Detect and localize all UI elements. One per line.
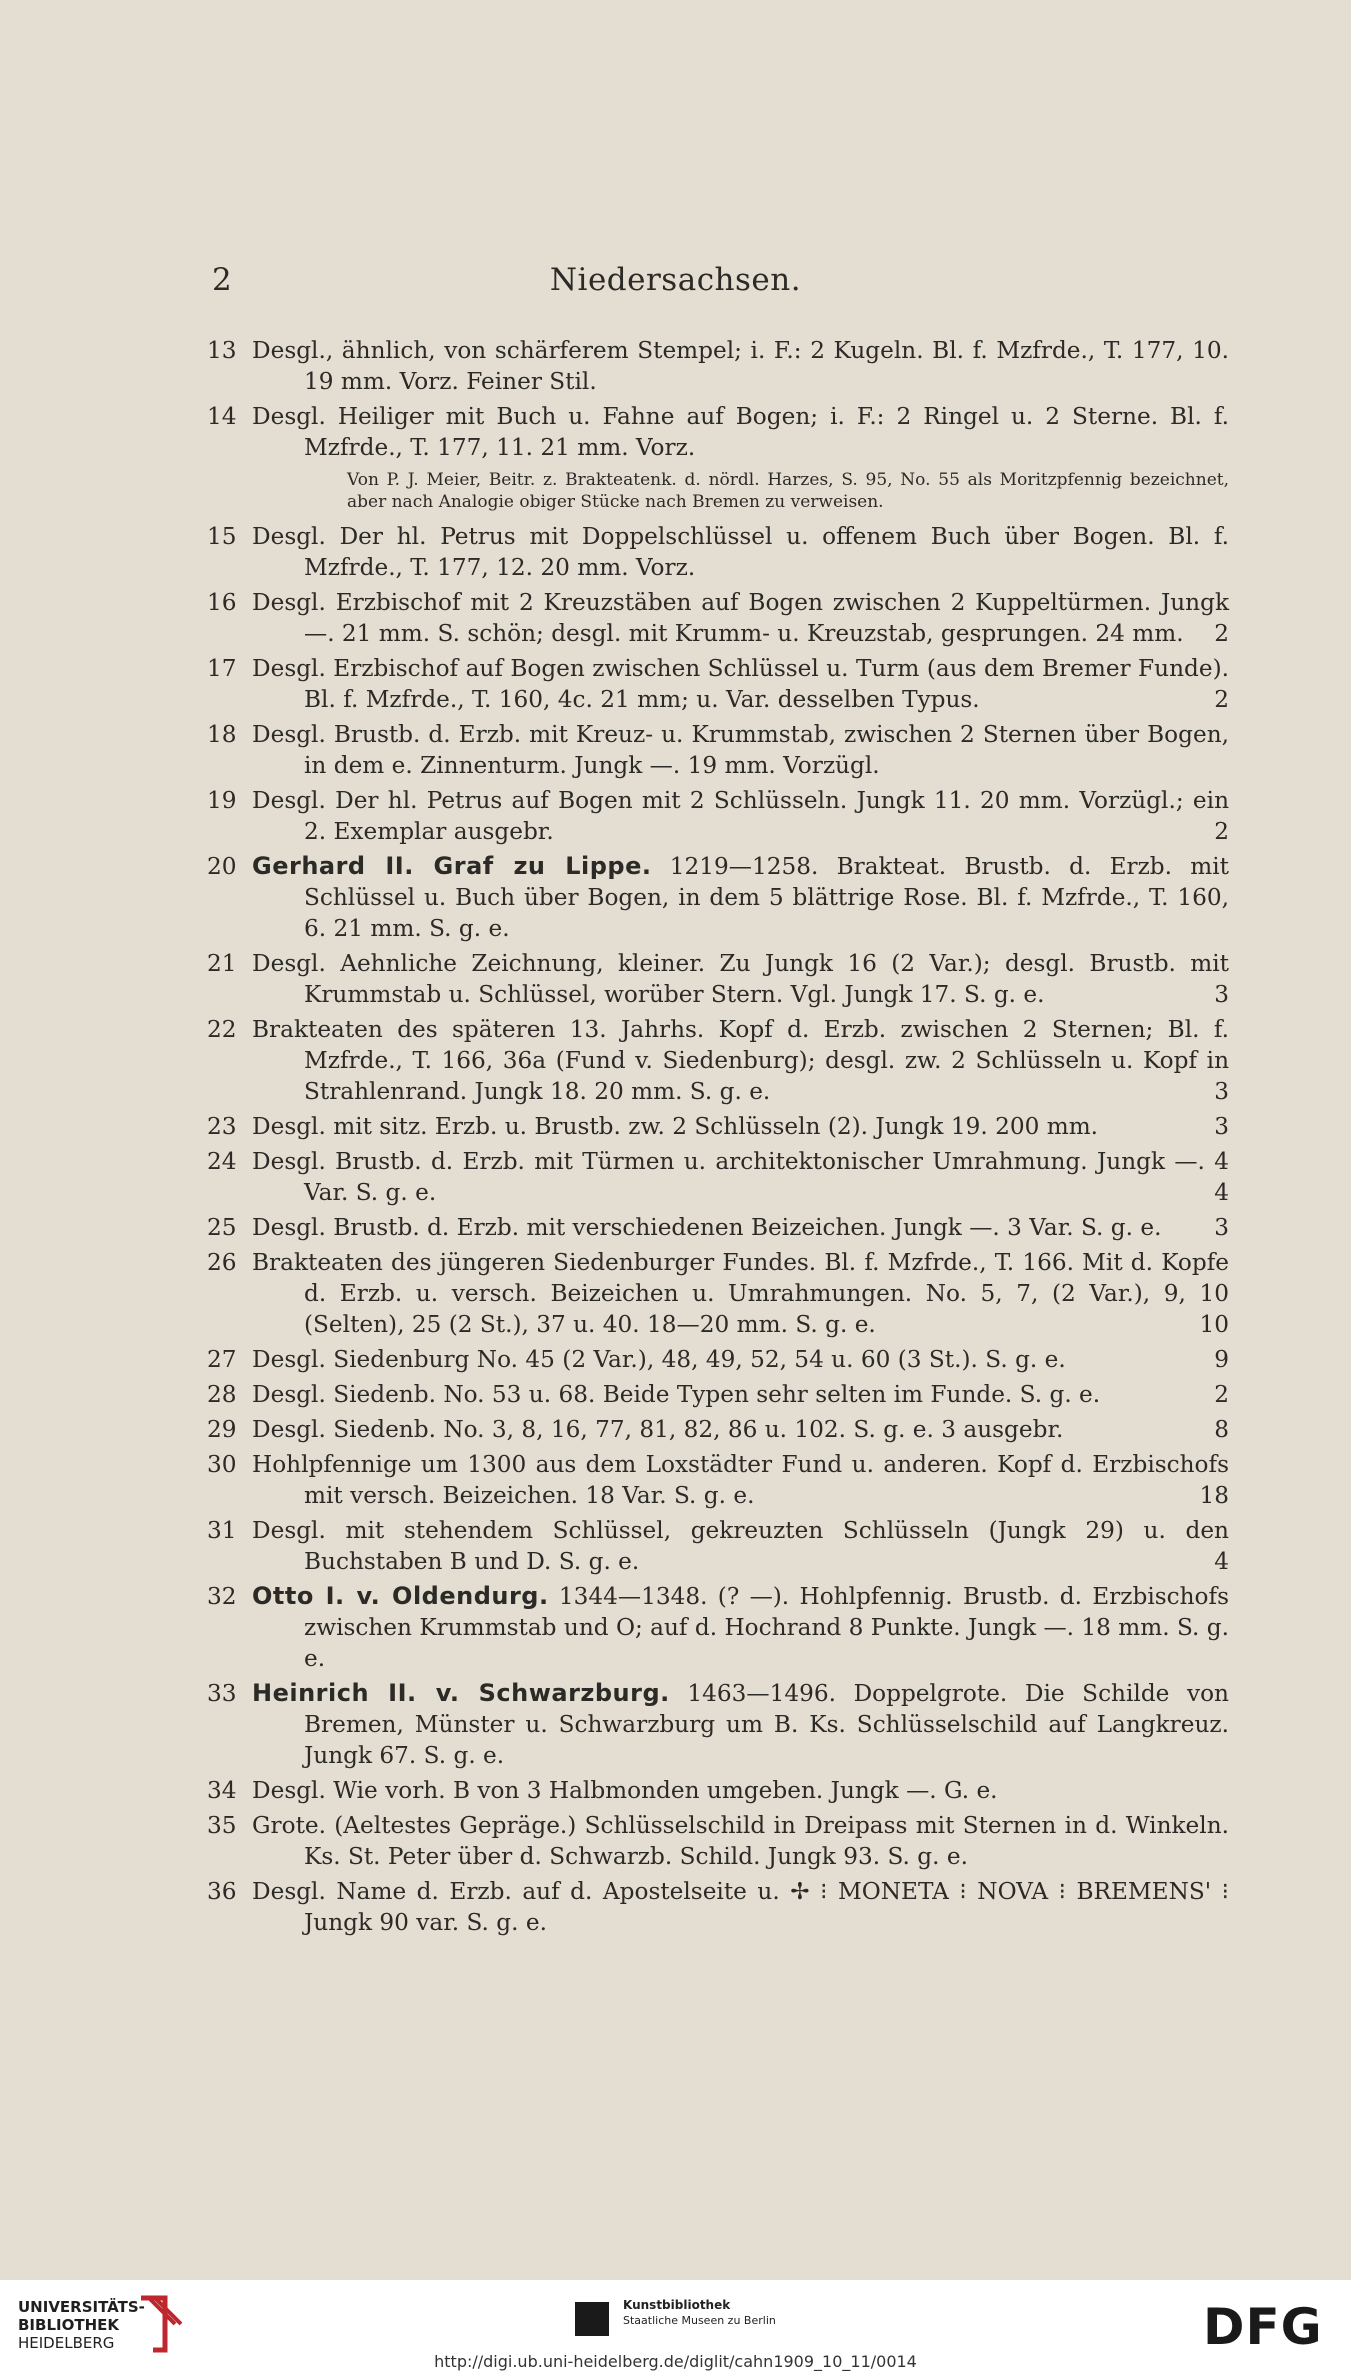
catalogue-entry: [207, 1775, 1229, 1806]
catalogue-entry: [207, 521, 1229, 583]
entry-text: Desgl. Heiliger mit Buch u. Fahne auf Bogen; i. F.: 2 Ringel u. 2 Sterne. Bl. f. Mzfrde., T. 177, 11. 21 mm. Vorz.: [252, 403, 1229, 461]
catalogue-entry: [207, 335, 1229, 397]
entry-number: 13: [207, 337, 237, 364]
entry-text: Desgl., ähnlich, von schärferem Stempel; i. F.: 2 Kugeln. Bl. f. Mzfrde., T. 177, 10. 19 mm. Vorz. Feiner Stil.: [252, 337, 1229, 395]
catalogue-entry: [207, 653, 1229, 715]
dfg-logo[interactable]: DFG: [1203, 2298, 1323, 2356]
entry-number: 27: [207, 1346, 237, 1373]
piece-count: 18: [1199, 1482, 1229, 1509]
entry-number: 14: [207, 403, 237, 430]
footer-bar: [0, 2280, 1351, 2377]
uni-line-3: HEIDELBERG: [18, 2334, 115, 2352]
entry-text: Desgl. Brustb. d. Erzb. mit Kreuz- u. Krummstab, zwischen 2 Sternen über Bogen, in dem e. Zinnenturm. Jungk —. 19 mm. Vorzügl.: [252, 721, 1229, 779]
piece-count: 2: [1214, 686, 1229, 713]
entry-text: Desgl. Siedenburg No. 45 (2 Var.), 48, 49, 52, 54 u. 60 (3 St.). S. g. e.: [252, 1346, 1066, 1373]
entry-text: Desgl. Name d. Erzb. auf d. Apostelseite u. ✢ ⁝ MONETA ⁝ NOVA ⁝ BREMENS' ⁝ Jungk 90 var. S. g. e.: [252, 1878, 1229, 1936]
museum-icon: [575, 2302, 609, 2336]
entry-number: 34: [207, 1777, 237, 1804]
entry-text: Desgl. Brustb. d. Erzb. mit Türmen u. architektonischer Umrahmung. Jungk —. 4 Var. S. g. e.: [252, 1148, 1229, 1206]
catalogue-entry: [207, 1449, 1229, 1511]
entry-number: 36: [207, 1878, 237, 1905]
permalink-url[interactable]: http://digi.ub.uni-heidelberg.de/diglit/cahn1909_10_11/0014: [434, 2352, 917, 2371]
entry-text: 1219—1258. Brakteat. Brustb. d. Erzb. mit Schlüssel u. Buch über Bogen, in dem 5 blättrige Rose. Bl. f. Mzfrde., T. 160, 6. 21 mm. S. g. e.: [304, 853, 1229, 942]
ruler-name: Gerhard II. Graf zu Lippe.: [252, 852, 652, 880]
ruler-name: Otto I. v. Oldendurg.: [252, 1582, 549, 1610]
entry-number: 33: [207, 1680, 237, 1707]
entry-number: 23: [207, 1113, 237, 1140]
uni-line-2: BIBLIOTHEK: [18, 2316, 119, 2334]
catalogue-entry: [207, 851, 1229, 944]
piece-count: 2: [1214, 1381, 1229, 1408]
entry-number: 31: [207, 1517, 237, 1544]
entry-number: 22: [207, 1016, 237, 1043]
catalogue-entry: [207, 1876, 1229, 1938]
ruler-name: Heinrich II. v. Schwarzburg.: [252, 1679, 670, 1707]
entry-text: Brakteaten des späteren 13. Jahrhs. Kopf d. Erzb. zwischen 2 Sternen; Bl. f. Mzfrde., T. 166, 36a (Fund v. Siedenburg); desgl. zw. 2 Schlüsseln u. Kopf in Strahlenrand. Jungk 18. 20 mm. S. g. e.: [252, 1016, 1229, 1105]
entry-text: Desgl. Der hl. Petrus mit Doppelschlüssel u. offenem Buch über Bogen. Bl. f. Mzfrde., T. 177, 12. 20 mm. Vorz.: [252, 523, 1229, 581]
piece-count: 4: [1214, 1548, 1229, 1575]
entry-text: Grote. (Aeltestes Gepräge.) Schlüsselschild in Dreipass mit Sternen in d. Winkeln. Ks. St. Peter über d. Schwarzb. Schild. Jungk 93. S. g. e.: [252, 1812, 1229, 1870]
entry-text: Desgl. Der hl. Petrus auf Bogen mit 2 Schlüsseln. Jungk 11. 20 mm. Vorzügl.; ein 2. Exemplar ausgebr.: [252, 787, 1229, 845]
entry-number: 26: [207, 1249, 237, 1276]
entry-number: 25: [207, 1214, 237, 1241]
piece-count: 3: [1214, 1078, 1229, 1105]
catalogue-entry: [207, 1212, 1229, 1243]
entry-number: 35: [207, 1812, 237, 1839]
entry-text: Desgl. Erzbischof mit 2 Kreuzstäben auf Bogen zwischen 2 Kuppeltürmen. Jungk —. 21 mm. S. schön; desgl. mit Krumm- u. Kreuzstab, gesprungen. 24 mm.: [252, 589, 1229, 647]
piece-count: 10: [1199, 1311, 1229, 1338]
entry-number: 17: [207, 655, 237, 682]
entry-text: Desgl. Brustb. d. Erzb. mit verschiedenen Beizeichen. Jungk —. 3 Var. S. g. e.: [252, 1214, 1162, 1241]
entry-text: Brakteaten des jüngeren Siedenburger Fundes. Bl. f. Mzfrde., T. 166. Mit d. Kopfe d. Erzb. u. versch. Beizeichen u. Umrahmungen. No. 5, 7, (2 Var.), 9, 10 (Selten), 25 (2 St.), 37 u. 40. 18—20 mm. S. g. e.: [252, 1249, 1229, 1338]
uni-line-1: UNIVERSITÄTS-: [18, 2298, 145, 2316]
entry-number: 16: [207, 589, 237, 616]
entry-text: 1463—1496. Doppelgrote. Die Schilde von Bremen, Münster u. Schwarzburg um B. Ks. Schlüsselschild auf Langkreuz. Jungk 67. S. g. e.: [304, 1680, 1229, 1769]
university-library-logo[interactable]: [18, 2298, 145, 2352]
piece-count: 9: [1214, 1346, 1229, 1373]
entry-number: 19: [207, 787, 237, 814]
entry-number: 15: [207, 523, 237, 550]
catalogue-entry: [207, 1414, 1229, 1445]
page-number: 2: [212, 262, 232, 298]
entry-text: Desgl. Siedenb. No. 3, 8, 16, 77, 81, 82, 86 u. 102. S. g. e. 3 ausgebr.: [252, 1416, 1064, 1443]
catalogue-entry: [207, 1581, 1229, 1674]
piece-count: 2: [1214, 620, 1229, 647]
entry-text: Hohlpfennige um 1300 aus dem Loxstädter Fund u. anderen. Kopf d. Erzbischofs mit versch. Beizeichen. 18 Var. S. g. e.: [252, 1451, 1229, 1509]
piece-count: 8: [1214, 1416, 1229, 1443]
catalogue-entry: [207, 1111, 1229, 1142]
page-header: [0, 262, 1351, 302]
catalogue-entries: [207, 335, 1229, 1942]
catalogue-entry: [207, 1014, 1229, 1107]
piece-count: 4: [1214, 1179, 1229, 1206]
entry-number: 29: [207, 1416, 237, 1443]
entry-text: Desgl. Wie vorh. B von 3 Halbmonden umgeben. Jungk —. G. e.: [252, 1777, 998, 1804]
entry-text: 1344—1348. (? —). Hohlpfennig. Brustb. d. Erzbischofs zwischen Krummstab und O; auf d. Hochrand 8 Punkte. Jungk —. 18 mm. S. g. e.: [304, 1583, 1230, 1672]
catalogue-entry: [207, 719, 1229, 781]
catalogue-entry: [207, 785, 1229, 847]
catalogue-entry: [207, 401, 1229, 463]
catalogue-entry: [207, 1344, 1229, 1375]
footnote: Von P. J. Meier, Beitr. z. Brakteatenk. d. nördl. Harzes, S. 95, No. 55 als Moritzpfennig bezeichnet, aber nach Analogie obiger Stücke nach Bremen zu verweisen.: [347, 470, 1229, 512]
entry-number: 32: [207, 1583, 237, 1610]
entry-number: 21: [207, 950, 237, 977]
catalogue-entry: [207, 587, 1229, 649]
university-mark-icon: [135, 2294, 187, 2354]
piece-count: 3: [1214, 981, 1229, 1008]
entry-number: 18: [207, 721, 237, 748]
catalogue-entry: [207, 1515, 1229, 1577]
catalogue-entry: [207, 1146, 1229, 1208]
running-title: Niedersachsen.: [549, 262, 802, 298]
entry-text: Desgl. Aehnliche Zeichnung, kleiner. Zu Jungk 16 (2 Var.); desgl. Brustb. mit Krummstab u. Schlüssel, worüber Stern. Vgl. Jungk 17. S. g. e.: [252, 950, 1229, 1008]
catalogue-entry: [207, 1379, 1229, 1410]
entry-text: Desgl. Siedenb. No. 53 u. 68. Beide Typen sehr selten im Funde. S. g. e.: [252, 1381, 1101, 1408]
kb-subtitle: Staatliche Museen zu Berlin: [623, 2314, 776, 2327]
entry-text: Desgl. mit sitz. Erzb. u. Brustb. zw. 2 Schlüsseln (2). Jungk 19. 200 mm.: [252, 1113, 1099, 1140]
piece-count: 3: [1214, 1214, 1229, 1241]
catalogue-entry: [207, 1678, 1229, 1771]
entry-text: Desgl. mit stehendem Schlüssel, gekreuzten Schlüsseln (Jungk 29) u. den Buchstaben B und D. S. g. e.: [252, 1517, 1229, 1575]
entry-number: 28: [207, 1381, 237, 1408]
catalogue-entry: [207, 1810, 1229, 1872]
catalogue-entry: [207, 948, 1229, 1010]
catalogue-entry: [207, 1247, 1229, 1340]
piece-count: 2: [1214, 818, 1229, 845]
piece-count: 3: [1214, 1113, 1229, 1140]
entry-number: 30: [207, 1451, 237, 1478]
entry-number: 20: [207, 853, 237, 880]
entry-number: 24: [207, 1148, 237, 1175]
entry-text: Desgl. Erzbischof auf Bogen zwischen Schlüssel u. Turm (aus dem Bremer Funde). Bl. f. Mzfrde., T. 160, 4c. 21 mm; u. Var. desselben Typus.: [252, 655, 1229, 713]
kb-title: Kunstbibliothek: [623, 2298, 731, 2312]
